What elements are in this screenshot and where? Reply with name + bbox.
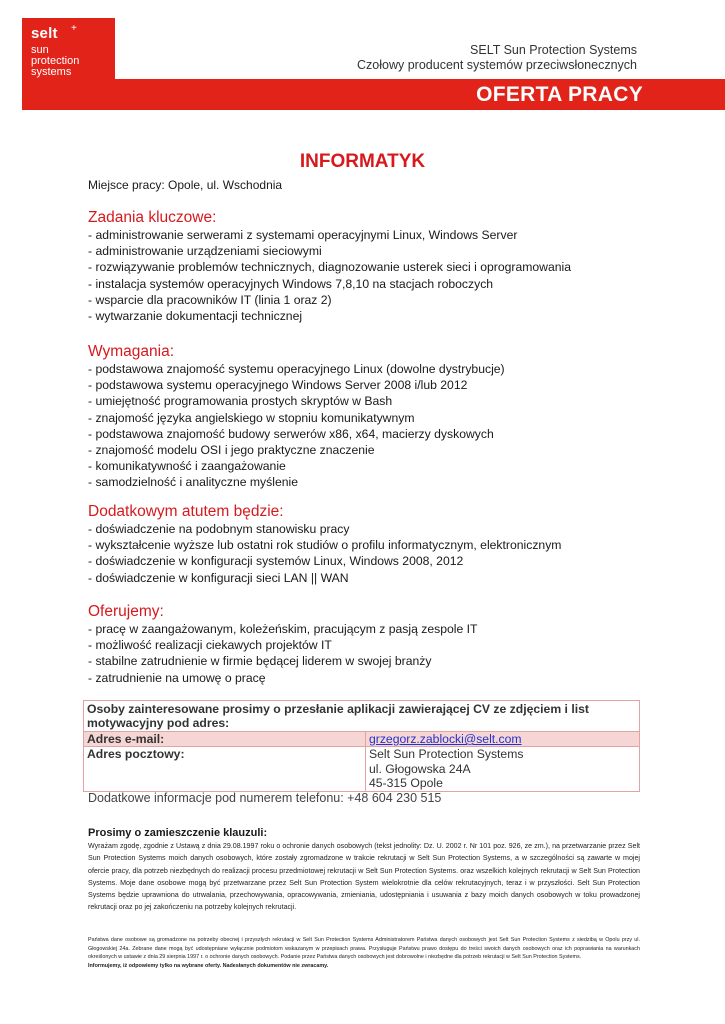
email-link[interactable]: grzegorz.zablocki@selt.com xyxy=(369,732,522,746)
list-item: - wykształcenie wyższe lub ostatni rok studiów o profilu informatycznym, elektronicznym xyxy=(88,538,562,553)
list-item: - wsparcie dla pracowników IT (linia 1 oraz 2) xyxy=(88,292,332,307)
phone-info: Dodatkowe informacje pod numerem telefonu: +48 604 230 515 xyxy=(88,791,442,805)
list-item: - wytwarzanie dokumentacji technicznej xyxy=(88,309,303,324)
list-item: - administrowanie urządzeniami sieciowymi xyxy=(88,244,322,259)
company-name: SELT Sun Protection Systems xyxy=(470,43,637,57)
section-heading: Zadania kluczowe: xyxy=(88,209,217,226)
list-item: - podstawowa znajomość systemu operacyjnego Linux (dowolne dystrybucje) xyxy=(88,362,505,376)
section-requirements xyxy=(88,343,668,491)
list-item: - podstawowa znajomość budowy serwerów x86, x64, macierzy dyskowych xyxy=(88,426,494,441)
section-advantages xyxy=(88,503,668,586)
contact-intro: Osoby zainteresowane prosimy o przesłanie aplikacji zawierającej CV ze zdjęciem i list motywacyjny pod adres: xyxy=(84,701,640,732)
list-item: - znajomość języka angielskiego w stopniu komunikatywnym xyxy=(88,410,415,425)
consent-title: Prosimy o zamieszczenie klauzuli: xyxy=(88,827,268,839)
address-line: ul. Głogowska 24A xyxy=(369,761,471,776)
list-item: - znajomość modelu OSI i jego praktyczne znaczenie xyxy=(88,443,375,458)
list-item: - umiejętność programowania prostych skryptów w Bash xyxy=(88,394,393,409)
list-item: - samodzielność i analityczne myślenie xyxy=(88,475,298,490)
list-item: - podstawowa systemu operacyjnego Windows Server 2008 i/lub 2012 xyxy=(88,378,468,393)
banner-title: OFERTA PRACY xyxy=(476,83,643,106)
email-cell xyxy=(366,732,640,747)
fine-print-text: Państwa dane osobowe są gromadzone na potrzeby obecnej i przyszłych rekrutacji w Selt Sun Protection Systems Administratorem Państwa danych osobowych jest Selt Sun Protection Systems z siedzibą w Opolu przy ul. Głogowskiej 24a. Zebrane dane mogą być udostępniane wyłącznie podmiotom wskazanym w przepisach prawa. Przysługuje Państwu prawo dostępu do treści swoich danych osobowych oraz ich poprawiania na warunkach określonych w ustawie z dnia 29 sierpnia 1997 r. o ochronie danych osobowych. Podanie przez Państwa danych osobowych jest dobrowolne i niezbędne dla potrzeb rekrutacji w Selt Sun Protection Systems. xyxy=(88,937,640,960)
email-label: Adres e-mail: xyxy=(84,732,366,747)
section-heading: Wymagania: xyxy=(88,343,175,360)
logo-tagline-line: sun xyxy=(31,44,49,56)
list-item: - stabilne zatrudnienie w firmie będącej liderem w swojej branży xyxy=(88,654,432,669)
consent-clause: Wyrażam zgodę, zgodnie z Ustawą z dnia 29.08.1997 roku o ochronie danych osobowych (tekst jednolity: Dz. U. 2002 r. Nr 101 poz. 926, ze zm.), na przetwarzanie przez Selt Sun Protection Systems moich danych osobowych, które zostały zgromadzone w trakcie rekrutacji w Selt Sun Protection Systems, a w szczególności są zawarte w mojej ofercie pracy, dla potrzeb niezbędnych do realizacji procesu przedmiotowej rekrutacji w Selt Sun Protection Systems. oraz wszelkich kolejnych rekrutacji w Selt Sun Protection Systems. Moje dane osobowe mogą być przetwarzane przez Selt Sun Protection System wielokrotnie dla celów rekrutacyjnych, teraz i w przyszłości. Selt Sun Protection Systems będzie uprawniona do utrwalania, przechowywania, opracowywania, zmieniania, udostępniania i usuwania z bazy moich danych osobowych w toku prowadzonej rekrutacji oraz po jej zakończeniu na potrzeby kolejnych rekrutacji. xyxy=(88,842,640,912)
list-item: - doświadczenie w konfiguracji sieci LAN || WAN xyxy=(88,570,349,585)
list-item: - doświadczenie na podobnym stanowisku pracy xyxy=(88,522,350,536)
job-title: INFORMATYK xyxy=(299,151,426,172)
fine-print-note: Informujemy, iż odpowiemy tylko na wybrane oferty. Nadesłanych dokumentów nie zwracamy. xyxy=(88,962,329,969)
list-item: - doświadczenie w konfiguracji systemów Linux, Windows 2008, 2012 xyxy=(88,554,464,569)
fine-print xyxy=(88,936,640,970)
postal-address xyxy=(366,747,640,792)
list-item: - instalacja systemów operacyjnych Windows 7,8,10 na stacjach roboczych xyxy=(88,276,494,291)
job-location: Miejsce pracy: Opole, ul. Wschodnia xyxy=(88,178,283,192)
list-item: - zatrudnienie na umowę o pracę xyxy=(88,670,266,685)
section-heading: Oferujemy: xyxy=(88,603,164,620)
address-line: Selt Sun Protection Systems xyxy=(369,747,524,761)
list-item: - rozwiązywanie problemów technicznych, diagnozowanie usterek sieci i oprogramowania xyxy=(88,260,571,275)
section-tasks xyxy=(88,209,668,324)
list-item: - administrowanie serwerami z systemami operacyjnymi Linux, Windows Server xyxy=(88,228,518,242)
logo-brand: selt xyxy=(31,25,58,42)
company-header xyxy=(357,43,637,73)
list-item: - możliwość realizacji ciekawych projektów IT xyxy=(88,638,332,653)
postal-label: Adres pocztowy: xyxy=(84,747,366,792)
company-subtitle: Czołowy producent systemów przeciwsłonecznych xyxy=(357,58,637,72)
list-item: - komunikatywność i zaangażowanie xyxy=(88,459,286,474)
section-heading: Dodatkowym atutem będzie: xyxy=(88,503,284,520)
list-item: - pracę w zaangażowanym, koleżeńskim, pracującym z pasją zespole IT xyxy=(88,622,478,636)
address-line: 45-315 Opole xyxy=(369,776,443,790)
logo-tagline-line: systems xyxy=(31,66,72,78)
logo-star-icon: + xyxy=(71,23,77,34)
contact-table xyxy=(83,700,640,792)
logo-tagline-line: protection xyxy=(31,55,80,67)
section-offer xyxy=(88,603,668,686)
logo-tagline xyxy=(31,45,79,78)
